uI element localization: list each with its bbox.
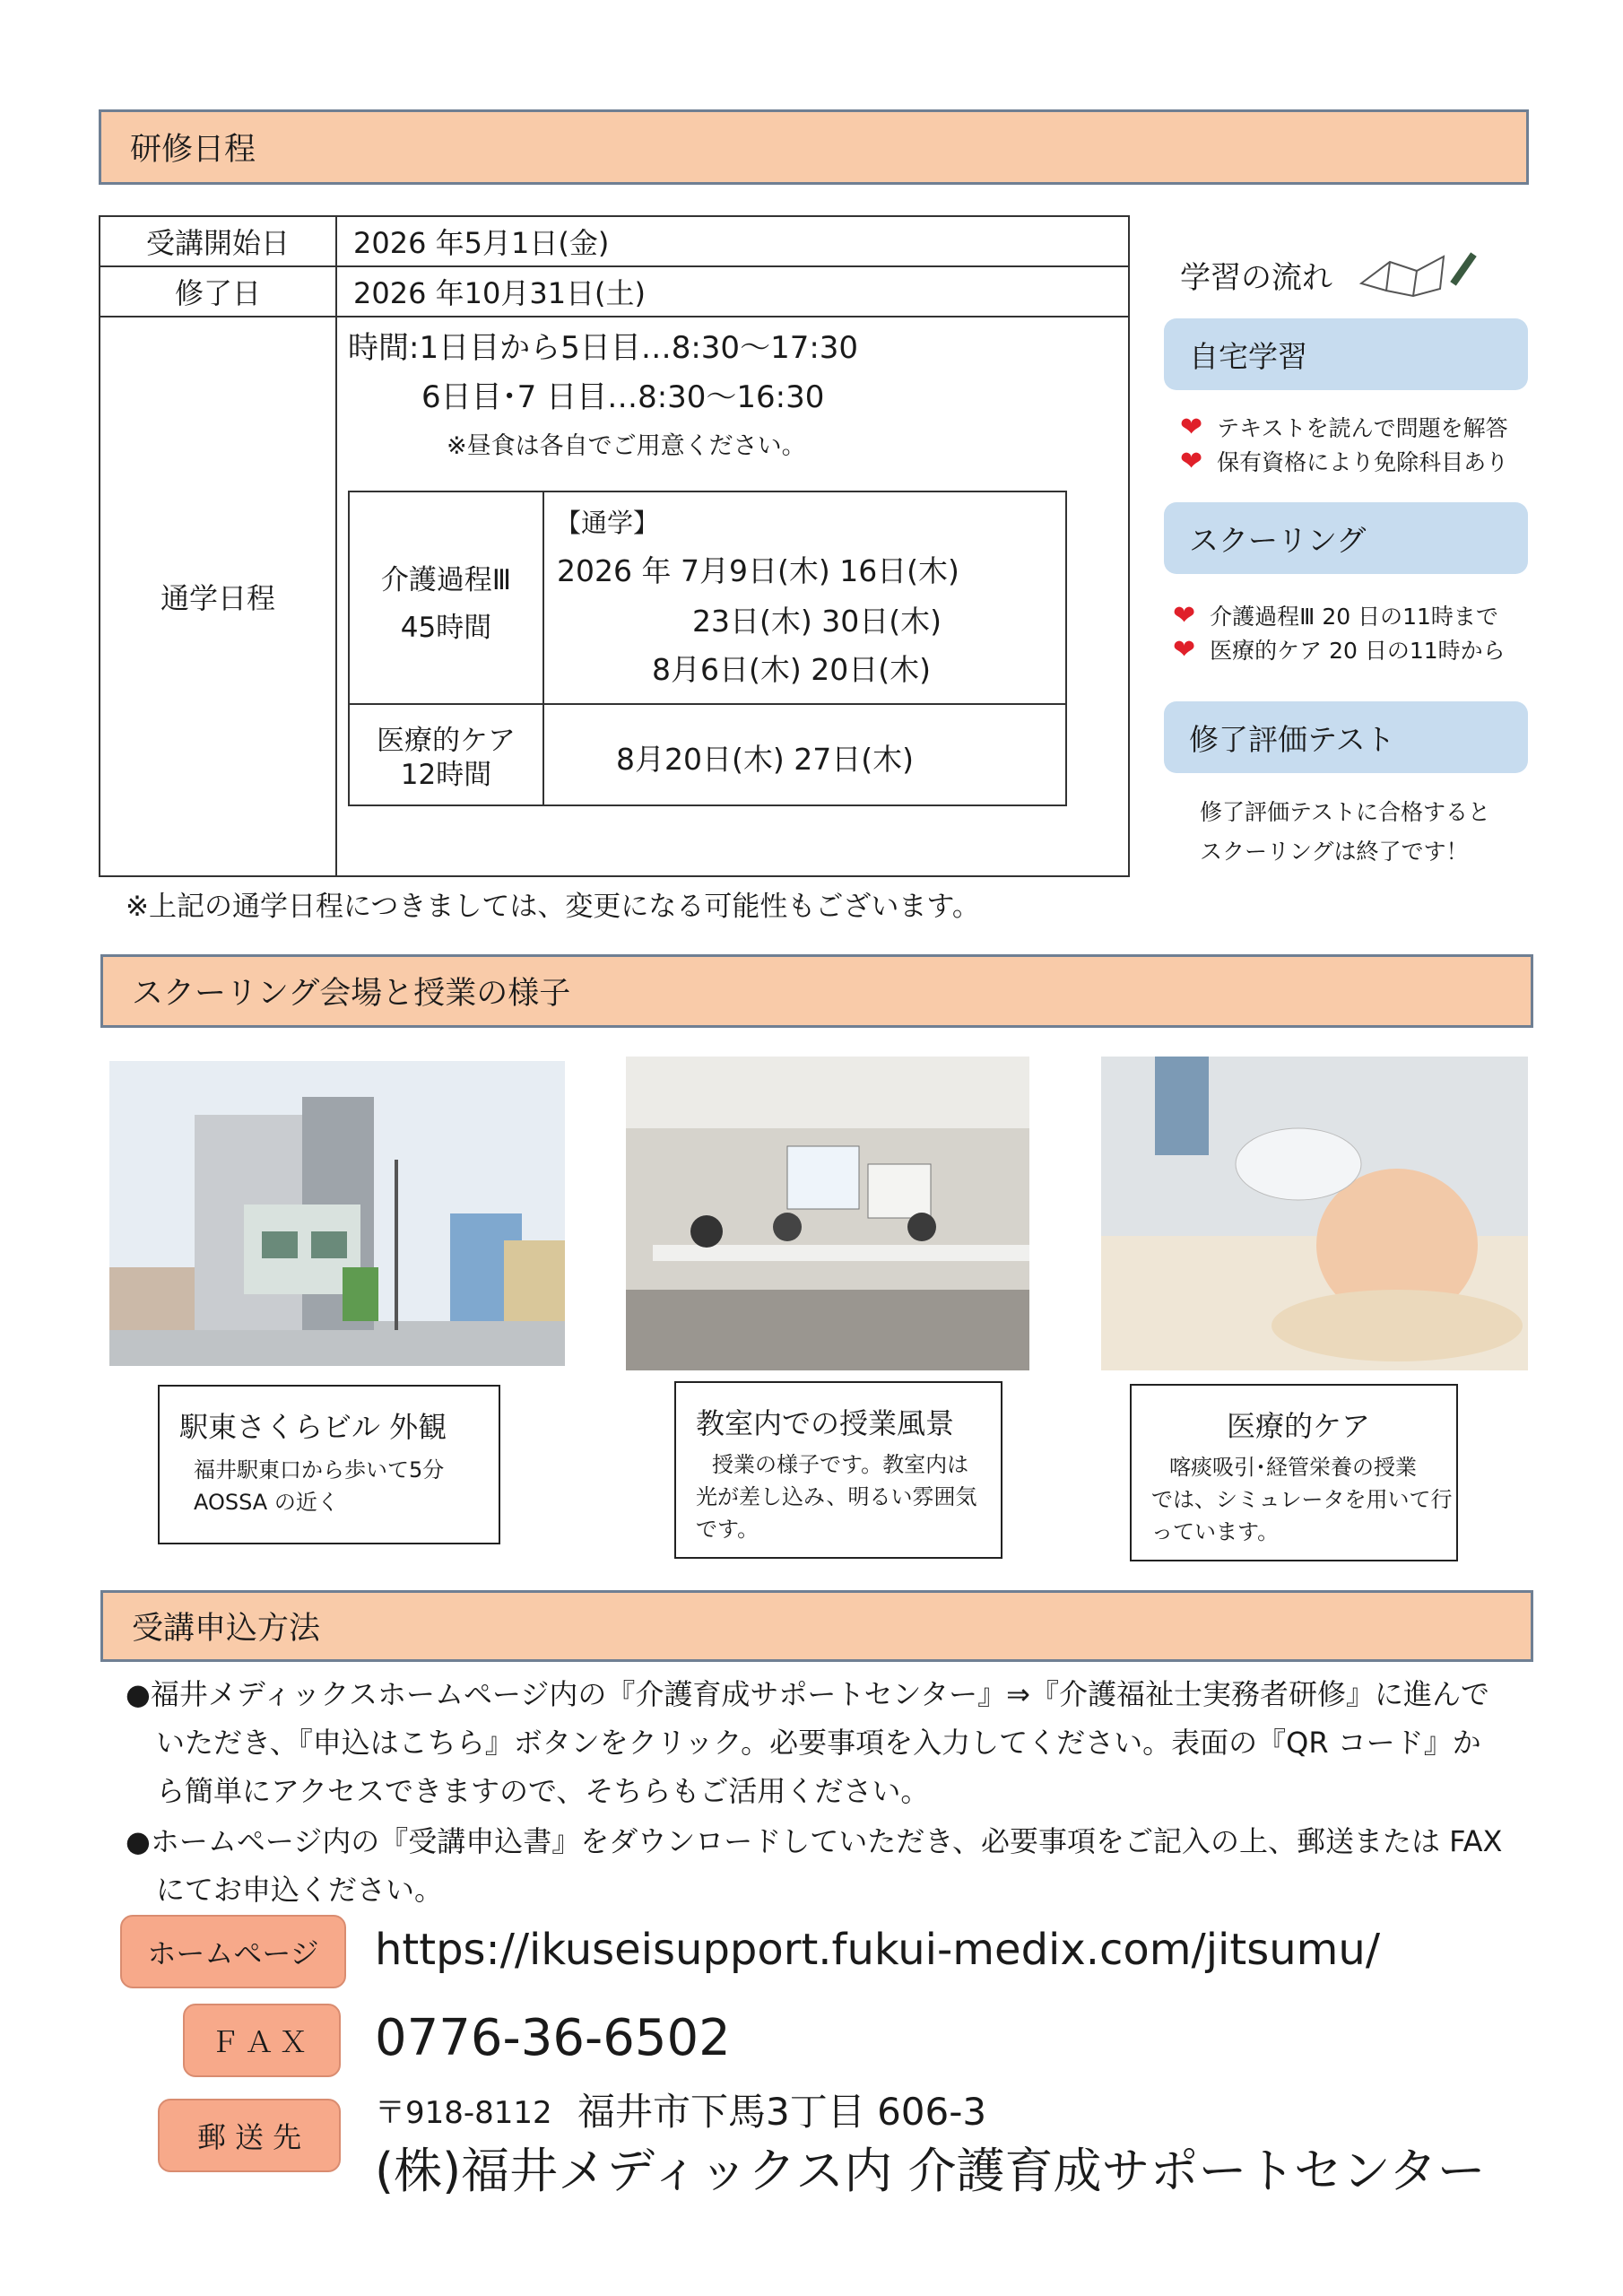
course1-line3: 8月6日(木) 20日(木) bbox=[652, 652, 931, 687]
course1-hours: 45時間 bbox=[400, 612, 492, 644]
flow-step1-item-2 bbox=[1180, 445, 1508, 477]
course1-line1: 2026 年 7月9日(木) 16日(木) bbox=[557, 553, 959, 588]
heart-icon: ❤ bbox=[1173, 599, 1196, 631]
homepage-url[interactable]: https://ikuseisupport.fukui-medix.com/jitsumu/ bbox=[375, 1925, 1380, 1975]
apply-p1-line2: いただき、『申込はこちら』ボタンをクリック。必要事項を入力してください。表面の『QR コード』か bbox=[156, 1726, 1481, 1760]
course2-cell bbox=[350, 705, 544, 804]
flow-step-home-study bbox=[1164, 318, 1528, 390]
heart-icon: ❤ bbox=[1173, 633, 1196, 665]
fax-number: 0776-36-6502 bbox=[375, 2009, 731, 2067]
caption-building-line2: AOSSA の近く bbox=[194, 1490, 339, 1515]
flow-step2-label: スクーリング bbox=[1189, 522, 1367, 558]
homepage-label: ホームページ bbox=[120, 1915, 346, 1988]
apply-section-header bbox=[100, 1590, 1533, 1662]
venue-section-header bbox=[100, 954, 1533, 1028]
postal-code: 〒918-8112 bbox=[375, 2095, 552, 2131]
course2-dates: 8月20日(木) 27日(木) bbox=[616, 742, 914, 777]
classroom-illustration bbox=[626, 1057, 1029, 1370]
flow-step1-item-1-text: テキストを読んで問題を解答 bbox=[1217, 415, 1508, 441]
apply-paragraph-1 bbox=[126, 1670, 1533, 1815]
flow-step1-label: 自宅学習 bbox=[1189, 338, 1307, 374]
mail-organization: (株)福井メディックス内 介護育成サポートセンター bbox=[375, 2143, 1486, 2199]
end-date-value: 2026 年10月31日(土) bbox=[336, 266, 1129, 317]
apply-p2-line1: ●ホームページ内の『受講申込書』をダウンロードしていただき、必要事項をご記入の上、郵送または FAX bbox=[126, 1824, 1503, 1858]
caption-building bbox=[158, 1385, 500, 1544]
mail-label: 郵 送 先 bbox=[158, 2099, 341, 2172]
flow-step2-item-1 bbox=[1173, 599, 1498, 631]
caption-classroom-line3: です。 bbox=[696, 1517, 759, 1542]
caption-medical-title: 医療的ケア bbox=[1227, 1409, 1371, 1443]
caption-classroom bbox=[674, 1381, 1002, 1559]
course1-dates-cell bbox=[544, 492, 1065, 705]
caption-classroom-line2: 光が差し込み、明るい雰囲気 bbox=[696, 1484, 977, 1509]
medical-care-illustration bbox=[1101, 1057, 1528, 1370]
book-pencil-icon bbox=[1354, 244, 1480, 301]
flow-step3-label: 修了評価テスト bbox=[1189, 721, 1395, 757]
course1-head: 【通学】 bbox=[555, 508, 660, 538]
course1-cell bbox=[350, 492, 544, 705]
heart-icon: ❤ bbox=[1180, 445, 1203, 477]
flow-step-schooling bbox=[1164, 502, 1528, 574]
flow-step3-line2: スクーリングは終了です！ bbox=[1200, 839, 1469, 865]
fax-label: ＦＡＸ bbox=[183, 2004, 341, 2077]
course2-dates-cell bbox=[544, 705, 1065, 804]
course-schedule-table bbox=[348, 491, 1067, 806]
apply-p2-line2: にてお申込ください。 bbox=[156, 1873, 444, 1907]
flow-step1-item-1 bbox=[1180, 411, 1508, 443]
course2-hours: 12時間 bbox=[400, 759, 492, 791]
schedule-section-title: 研修日程 bbox=[130, 132, 256, 168]
course2-name: 医療的ケア bbox=[377, 725, 516, 757]
flow-step1-item-2-text: 保有資格により免除科目あり bbox=[1217, 449, 1509, 475]
classroom-photo bbox=[626, 1057, 1029, 1370]
flow-step2-item-2 bbox=[1173, 633, 1506, 665]
caption-medical-line2: では、シミュレータを用いて行 bbox=[1151, 1487, 1453, 1512]
apply-paragraph-2 bbox=[126, 1817, 1533, 1914]
caption-building-line1: 福井駅東口から歩いて5分 bbox=[194, 1457, 445, 1483]
caption-medical bbox=[1130, 1384, 1458, 1561]
change-note: ※上記の通学日程につきましては、変更になる可能性もございます。 bbox=[126, 891, 980, 923]
caption-building-title: 駅東さくらビル 外観 bbox=[179, 1410, 447, 1444]
time-line-1: 時間:1日目から5日目…8:30～17:30 bbox=[348, 330, 859, 366]
apply-p1-line1: ●福井メディックスホームページ内の『介護育成サポートセンター』⇒『介護福祉士実務者研修』に進んで bbox=[126, 1677, 1489, 1711]
mail-address: 福井市下馬3丁目 606-3 bbox=[577, 2090, 987, 2134]
flow-title: 学習の流れ bbox=[1180, 260, 1332, 296]
flow-step2-item-1-text: 介護過程Ⅲ 20 日の11時まで bbox=[1210, 604, 1498, 630]
caption-classroom-line1: 授業の様子です。教室内は bbox=[712, 1452, 969, 1477]
lunch-note: ※昼食は各自でご用意ください。 bbox=[447, 432, 806, 460]
building-illustration bbox=[109, 1061, 565, 1366]
flow-step2-item-2-text: 医療的ケア 20 日の11時から bbox=[1210, 638, 1506, 664]
caption-medical-line1: 喀痰吸引･経管栄養の授業 bbox=[1169, 1455, 1417, 1480]
attend-schedule-label: 通学日程 bbox=[100, 317, 336, 876]
schedule-section-header bbox=[99, 109, 1529, 185]
flow-step3-line1: 修了評価テストに合格すると bbox=[1200, 799, 1491, 825]
caption-classroom-title: 教室内での授業風景 bbox=[696, 1406, 955, 1440]
flow-step-final-test bbox=[1164, 701, 1528, 773]
heart-icon: ❤ bbox=[1180, 411, 1203, 443]
course1-name: 介護過程Ⅲ bbox=[380, 564, 512, 596]
venue-section-title: スクーリング会場と授業の様子 bbox=[132, 976, 571, 1012]
time-line-2: 6日目･7 日目…8:30～16:30 bbox=[421, 379, 825, 415]
course1-line2: 23日(木) 30日(木) bbox=[692, 604, 942, 639]
medical-care-photo bbox=[1101, 1057, 1528, 1370]
apply-section-title: 受講申込方法 bbox=[132, 1611, 321, 1647]
end-date-label: 修了日 bbox=[100, 266, 336, 317]
start-date-value: 2026 年5月1日(金) bbox=[336, 216, 1129, 266]
caption-medical-line3: っています。 bbox=[1151, 1519, 1280, 1544]
building-photo bbox=[109, 1061, 565, 1366]
apply-p1-line3: ら簡単にアクセスできますので、そちらもご活用ください。 bbox=[156, 1774, 930, 1808]
start-date-label: 受講開始日 bbox=[100, 216, 336, 266]
